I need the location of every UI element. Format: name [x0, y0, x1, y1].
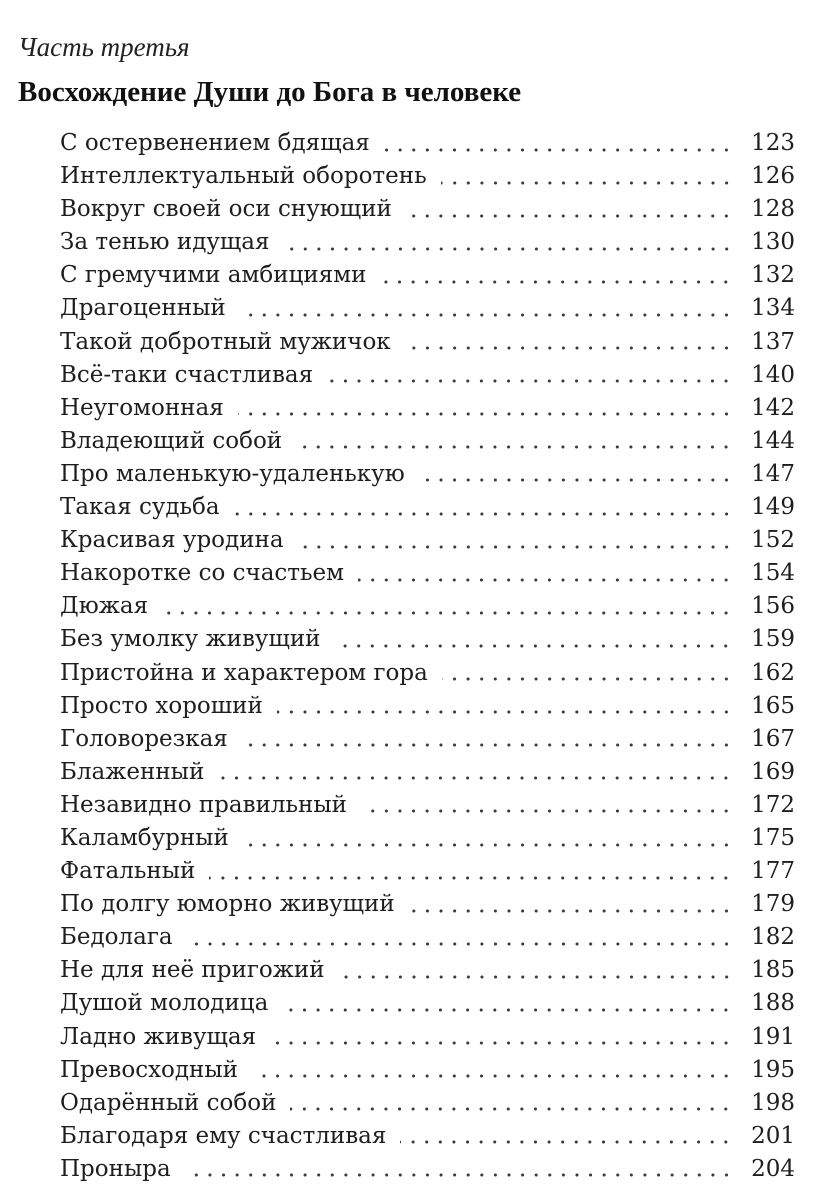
dot-leader	[405, 346, 733, 350]
toc-entry	[60, 1021, 795, 1054]
toc-entry-title: По долгу юморно живущий	[60, 891, 395, 918]
dot-leader	[240, 313, 733, 317]
dot-leader	[243, 843, 733, 847]
dot-leader	[339, 975, 733, 979]
toc-entry-title: Каламбурный	[60, 824, 229, 851]
toc-entry-page-number: 182	[751, 924, 795, 951]
toc-entry	[60, 458, 795, 491]
dot-leader	[334, 644, 733, 648]
toc-entry-page-number: 165	[751, 692, 795, 719]
toc-entry	[60, 160, 795, 193]
toc-entry-title: Такая судьба	[60, 494, 220, 521]
toc-entry-page-number: 177	[751, 858, 795, 885]
toc-entry	[60, 524, 795, 557]
toc-entry	[60, 359, 795, 392]
toc-entry-page-number: 185	[751, 957, 795, 984]
toc-entry	[60, 425, 795, 458]
toc-entry-page-number: 169	[751, 758, 795, 785]
dot-leader	[218, 776, 733, 780]
toc-entry	[60, 127, 795, 160]
toc-entry	[60, 623, 795, 656]
dot-leader	[409, 909, 733, 913]
dot-leader	[238, 412, 733, 416]
toc-entry-page-number: 154	[751, 560, 795, 587]
toc-entry-page-number: 140	[751, 361, 795, 388]
dot-leader	[327, 379, 733, 383]
toc-entry-page-number: 123	[751, 130, 795, 156]
dot-leader	[282, 1008, 733, 1012]
toc-entry-page-number: 204	[751, 1155, 795, 1182]
dot-leader	[234, 512, 733, 516]
toc-entry-page-number: 147	[751, 460, 795, 487]
toc-entry-title: Превосходный	[60, 1056, 239, 1083]
toc-entry	[60, 690, 795, 723]
toc-entry-page-number: 152	[751, 527, 795, 554]
dot-leader	[277, 710, 733, 714]
dot-leader	[296, 445, 733, 449]
toc-entry-page-number: 191	[751, 1023, 795, 1050]
toc-entry-title: Драгоценный	[60, 295, 226, 322]
toc-entry-page-number: 179	[751, 891, 795, 918]
toc-entry-page-number: 195	[751, 1056, 795, 1083]
toc-entry-page-number: 159	[751, 626, 795, 653]
toc-entry	[60, 756, 795, 789]
toc-entry	[60, 1054, 795, 1087]
toc-entry-page-number: 198	[751, 1089, 795, 1116]
table-of-contents	[60, 127, 795, 1186]
toc-entry-title: Всё-таки счастливая	[60, 361, 314, 388]
toc-entry-title: Бедолага	[60, 924, 173, 951]
toc-entry	[60, 1153, 795, 1186]
toc-entry-title: Незавидно правильный	[60, 791, 347, 818]
toc-entry-title: Ладно живущая	[60, 1023, 257, 1050]
toc-entry-page-number: 142	[751, 394, 795, 421]
toc-entry-title: Душой молодица	[60, 990, 269, 1017]
dot-leader	[209, 876, 733, 880]
toc-entry-title: Пронырa	[60, 1155, 171, 1182]
dot-leader	[185, 1173, 733, 1177]
dot-leader	[162, 611, 733, 615]
toc-entry	[60, 193, 795, 226]
toc-entry-title: С гремучими амбициями	[60, 262, 367, 289]
toc-entry-title: Не для неё пригожий	[60, 957, 325, 984]
toc-entry-page-number: 134	[751, 295, 795, 322]
toc-entry-title: Одарённый собой	[60, 1089, 277, 1116]
dot-leader	[361, 809, 733, 813]
dot-leader	[284, 247, 733, 251]
toc-entry-title: Просто хороший	[60, 692, 263, 719]
dot-leader	[252, 1074, 733, 1078]
toc-entry-title: Благодаря ему счастливая	[60, 1122, 387, 1149]
dot-leader	[270, 1041, 733, 1045]
toc-entry	[60, 392, 795, 425]
dot-leader	[441, 181, 733, 185]
toc-entry	[60, 226, 795, 259]
toc-entry-page-number: 167	[751, 725, 795, 752]
toc-entry-title: С остервенением бдящая	[60, 130, 370, 156]
toc-entry-page-number: 201	[751, 1122, 795, 1149]
toc-entry	[60, 557, 795, 590]
toc-entry-page-number: 175	[751, 824, 795, 851]
toc-entry	[60, 855, 795, 888]
toc-entry	[60, 789, 795, 822]
toc-entry-page-number: 128	[751, 196, 795, 223]
toc-entry	[60, 657, 795, 690]
toc-entry-page-number: 130	[751, 229, 795, 256]
toc-entry	[60, 888, 795, 921]
toc-entry-title: За тенью идущая	[60, 229, 270, 256]
dot-leader	[384, 148, 733, 152]
dot-leader	[187, 942, 733, 946]
toc-entry-title: Красивая уродина	[60, 527, 284, 554]
toc-entry-title: Про маленькую-удаленькую	[60, 460, 405, 487]
toc-entry	[60, 921, 795, 954]
toc-entry-title: Фатальный	[60, 858, 196, 885]
toc-entry	[60, 292, 795, 325]
toc-entry-title: Вокруг своей оси снующий	[60, 196, 392, 223]
dot-leader	[406, 214, 733, 218]
toc-entry-page-number: 172	[751, 791, 795, 818]
toc-entry-page-number: 144	[751, 427, 795, 454]
toc-entry-page-number: 137	[751, 328, 795, 355]
toc-entry-title: Интеллектуальный оборотень	[60, 163, 427, 190]
toc-entry-title: Владеющий собой	[60, 427, 283, 454]
part-label: Часть третья	[18, 32, 190, 62]
toc-entry-page-number: 126	[751, 163, 795, 190]
dot-leader	[242, 743, 733, 747]
toc-entry-page-number: 132	[751, 262, 795, 289]
toc-entry-title: Дюжая	[60, 593, 149, 620]
toc-entry	[60, 590, 795, 623]
toc-entry-title: Блаженный	[60, 758, 205, 785]
toc-entry-page-number: 162	[751, 659, 795, 686]
section-title: Восхождение Души до Бога в человеке	[18, 76, 522, 108]
toc-entry-title: Головорезкая	[60, 725, 228, 752]
dot-leader	[419, 478, 733, 482]
toc-entry-page-number: 156	[751, 593, 795, 620]
dot-leader	[358, 578, 733, 582]
toc-entry	[60, 259, 795, 292]
toc-entry	[60, 326, 795, 359]
toc-entry-title: Пристойна и характером гора	[60, 659, 428, 686]
toc-entry-page-number: 149	[751, 494, 795, 521]
toc-entry-title: Такой добротный мужичок	[60, 328, 391, 355]
dot-leader	[290, 1107, 733, 1111]
toc-entry	[60, 1087, 795, 1120]
dot-leader	[298, 545, 733, 549]
dot-leader	[442, 677, 733, 681]
toc-entry	[60, 1120, 795, 1153]
toc-entry	[60, 822, 795, 855]
toc-entry	[60, 954, 795, 987]
dot-leader	[380, 280, 733, 284]
toc-entry-title: Накоротке со счастьем	[60, 560, 345, 587]
toc-entry-page-number: 188	[751, 990, 795, 1017]
toc-entry	[60, 491, 795, 524]
dot-leader	[400, 1140, 733, 1144]
toc-entry-title: Без умолку живущий	[60, 626, 321, 653]
toc-entry-title: Неугомонная	[60, 394, 224, 421]
toc-entry	[60, 723, 795, 756]
toc-entry	[60, 987, 795, 1020]
